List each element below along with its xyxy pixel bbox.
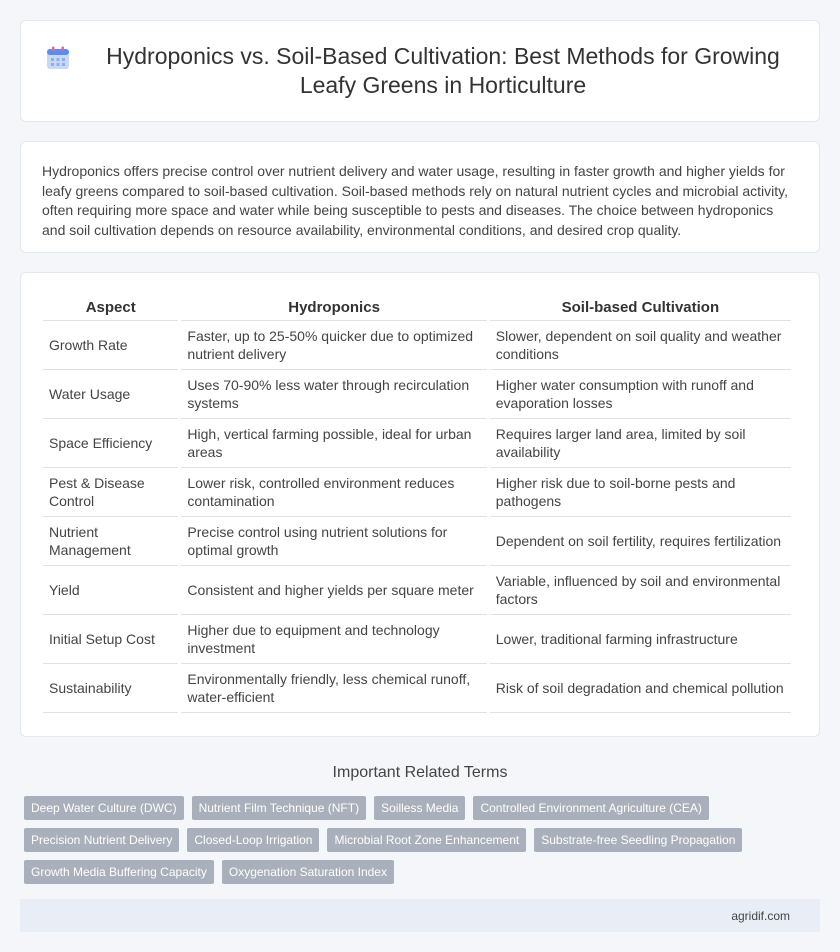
hydroponics-cell: Lower risk, controlled environment reduces contamination: [181, 468, 486, 517]
tag-growth-media-buffering-capacity[interactable]: Growth Media Buffering Capacity: [24, 860, 214, 884]
tag-oxygenation-saturation-index[interactable]: Oxygenation Saturation Index: [222, 860, 394, 884]
soil-cell: Slower, dependent on soil quality and weather conditions: [490, 321, 791, 370]
hydroponics-cell: Higher due to equipment and technology investment: [181, 615, 486, 664]
soil-cell: Risk of soil degradation and chemical pollution: [490, 664, 791, 713]
hydroponics-cell: High, vertical farming possible, ideal for urban areas: [181, 419, 486, 468]
table-row: [43, 517, 791, 566]
header-hydroponics: Hydroponics: [181, 297, 486, 321]
tag-precision-nutrient-delivery[interactable]: Precision Nutrient Delivery: [24, 828, 179, 852]
header-card: [20, 20, 820, 122]
calendar-icon: [45, 45, 71, 71]
soil-cell: Higher water consumption with runoff and evaporation losses: [490, 370, 791, 419]
aspect-cell: Sustainability: [43, 664, 178, 713]
tag-microbial-root-zone-enhancement[interactable]: Microbial Root Zone Enhancement: [327, 828, 526, 852]
tag-controlled-environment-agriculture[interactable]: Controlled Environment Agriculture (CEA): [473, 796, 708, 820]
soil-cell: Dependent on soil fertility, requires fertilization: [490, 517, 791, 566]
table-row: [43, 468, 791, 517]
aspect-cell: Initial Setup Cost: [43, 615, 178, 664]
table-header-row: [43, 297, 791, 321]
hydroponics-cell: Faster, up to 25-50% quicker due to optimized nutrient delivery: [181, 321, 486, 370]
tag-soilless-media[interactable]: Soilless Media: [374, 796, 465, 820]
tag-closed-loop-irrigation[interactable]: Closed-Loop Irrigation: [187, 828, 319, 852]
related-terms-tags: [20, 796, 820, 892]
header-inner: [45, 42, 795, 100]
aspect-cell: Pest & Disease Control: [43, 468, 178, 517]
hydroponics-cell: Consistent and higher yields per square meter: [181, 566, 486, 615]
related-terms-title: Important Related Terms: [332, 764, 508, 781]
table-row: [43, 615, 791, 664]
footer-site-link[interactable]: agridif.com: [731, 908, 790, 923]
header-soil: Soil-based Cultivation: [490, 297, 791, 321]
comparison-table-card: [20, 272, 820, 737]
hydroponics-cell: Uses 70-90% less water through recirculation systems: [181, 370, 486, 419]
aspect-cell: Water Usage: [43, 370, 178, 419]
hydroponics-cell: Environmentally friendly, less chemical runoff, water-efficient: [181, 664, 486, 713]
table-row: [43, 321, 791, 370]
page-title: Hydroponics vs. Soil-Based Cultivation: Best Methods for Growing Leafy Greens in Horticulture: [106, 43, 780, 98]
aspect-cell: Growth Rate: [43, 321, 178, 370]
soil-cell: Requires larger land area, limited by soil availability: [490, 419, 791, 468]
footer: [20, 899, 820, 932]
soil-cell: Variable, influenced by soil and environmental factors: [490, 566, 791, 615]
soil-cell: Lower, traditional farming infrastructure: [490, 615, 791, 664]
intro-card: [20, 141, 820, 253]
related-terms-section: [20, 764, 820, 892]
aspect-cell: Yield: [43, 566, 178, 615]
table-row: [43, 370, 791, 419]
table-row: [43, 566, 791, 615]
header-aspect: Aspect: [43, 297, 178, 321]
hydroponics-cell: Precise control using nutrient solutions for optimal growth: [181, 517, 486, 566]
soil-cell: Higher risk due to soil-borne pests and pathogens: [490, 468, 791, 517]
tag-nutrient-film-technique[interactable]: Nutrient Film Technique (NFT): [192, 796, 367, 820]
table-row: [43, 664, 791, 713]
aspect-cell: Nutrient Management: [43, 517, 178, 566]
intro-text: Hydroponics offers precise control over nutrient delivery and water usage, resulting in faster growth and higher yields for leafy greens compared to soil-based cultivation. Soil-based methods rely on natural nutrient cycles and microbial activity, often requiring more space and water while being susceptible to pests and diseases. The choice between hydroponics and soil cultivation depends on resource availability, environmental conditions, and desired crop quality.: [42, 163, 788, 238]
tag-substrate-free-seedling-propagation[interactable]: Substrate-free Seedling Propagation: [534, 828, 742, 852]
table-row: [43, 419, 791, 468]
comparison-table: [40, 297, 794, 713]
tag-deep-water-culture[interactable]: Deep Water Culture (DWC): [24, 796, 184, 820]
aspect-cell: Space Efficiency: [43, 419, 178, 468]
